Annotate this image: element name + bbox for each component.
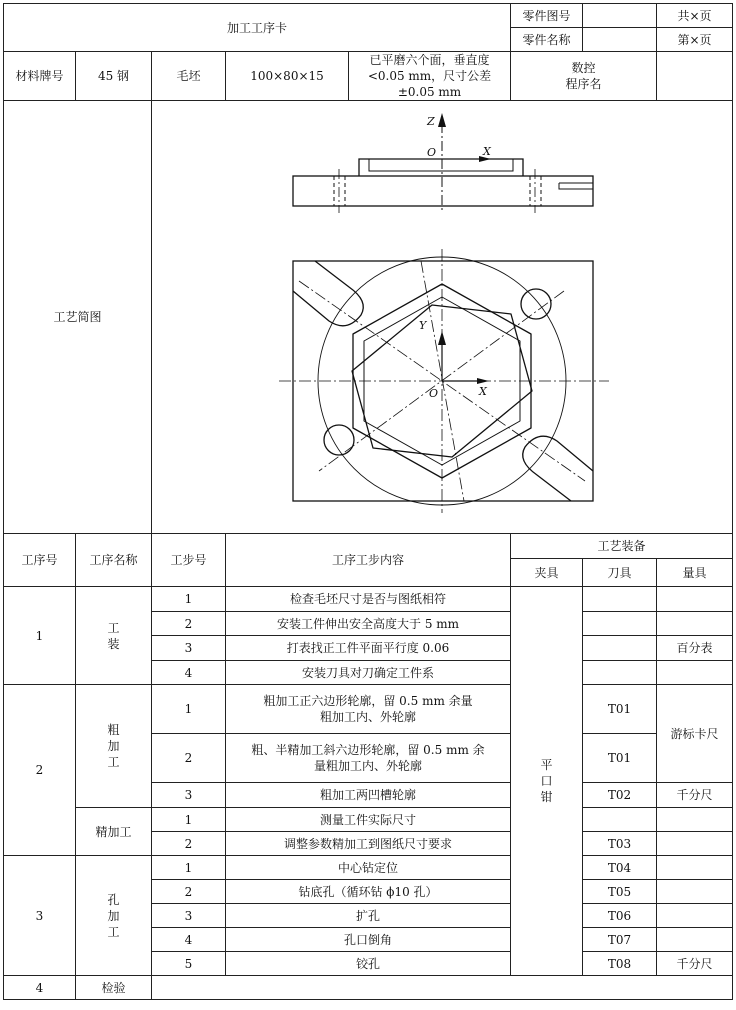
step-number: 4: [152, 661, 226, 685]
step-number: 1: [152, 856, 226, 880]
col-gauge: 量具: [657, 559, 733, 587]
step-number: 3: [152, 783, 226, 808]
gauge-value: [657, 808, 733, 832]
col-equipment: 工艺装备: [511, 534, 733, 559]
step-content: 检查毛坯尺寸是否与图纸相符: [226, 587, 511, 612]
blank-size: 100×80×15: [226, 52, 349, 101]
table-row: [4, 685, 733, 734]
gauge-value: 百分表: [657, 636, 733, 661]
front-view-hidden-lines: [334, 176, 541, 206]
op-name: 工 装: [76, 587, 152, 685]
front-view-step: [369, 159, 513, 171]
tool-value: T01: [583, 734, 657, 783]
process-sketch: [152, 101, 733, 534]
tool-value: [583, 808, 657, 832]
tool-value: T05: [583, 880, 657, 904]
slot-bottom-right: [523, 436, 593, 501]
top-y-label: Y: [419, 319, 427, 332]
sketch-label: 工艺简图: [4, 101, 152, 534]
gauge-value: 游标卡尺: [657, 685, 733, 783]
front-view-boss: [359, 159, 523, 176]
gauge-value: 千分尺: [657, 783, 733, 808]
tool-value: [583, 587, 657, 612]
step-content: 测量工件实际尺寸: [226, 808, 511, 832]
tool-value: T07: [583, 928, 657, 952]
process-card-table: [3, 3, 733, 1000]
op-name: 检验: [76, 976, 152, 1000]
part-number-label: 零件图号: [511, 4, 583, 28]
process-sketch-drawing: [189, 101, 695, 529]
step-number: 3: [152, 636, 226, 661]
x-axis-arrow: [477, 378, 489, 384]
step-number: 1: [152, 808, 226, 832]
tool-value: [583, 636, 657, 661]
step-number: 1: [152, 587, 226, 612]
tool-value: T01: [583, 685, 657, 734]
tool-value: T06: [583, 904, 657, 928]
op-number: 4: [4, 976, 76, 1000]
total-pages: 共×页: [657, 4, 733, 28]
step-content: 安装刀具对刀确定工件系: [226, 661, 511, 685]
nc-program-value: [657, 52, 733, 101]
slot-top-left: [293, 261, 363, 326]
step-content: 粗加工正六边形轮廓，留 0.5 mm 余量 粗加工内、外轮廓: [226, 685, 511, 734]
page-number: 第×页: [657, 28, 733, 52]
tool-value: [583, 612, 657, 636]
step-content: 钻底孔（循环钻 ϕ10 孔）: [226, 880, 511, 904]
front-x-label: X: [483, 145, 491, 158]
step-number: 1: [152, 685, 226, 734]
table-row: [4, 587, 733, 612]
op-name: 粗 加 工: [76, 685, 152, 808]
col-fixture: 夹具: [511, 559, 583, 587]
inspection-blank: [152, 976, 733, 1000]
top-x-label: X: [479, 385, 487, 398]
gauge-value: [657, 904, 733, 928]
nc-program-label: 数控 程序名: [511, 52, 657, 101]
op-name-finishing: 精加工: [76, 808, 152, 856]
step-number: 2: [152, 612, 226, 636]
front-view-base: [293, 176, 593, 206]
front-view: [293, 159, 593, 213]
step-content: 孔口倒角: [226, 928, 511, 952]
step-content: 打表找正工件平面平行度 0.06: [226, 636, 511, 661]
step-number: 2: [152, 734, 226, 783]
fixture-value: 平 口 钳: [511, 587, 583, 976]
op-name: 孔 加 工: [76, 856, 152, 976]
col-tool: 刀具: [583, 559, 657, 587]
step-number: 5: [152, 952, 226, 976]
tool-value: [583, 661, 657, 685]
gauge-value: 千分尺: [657, 952, 733, 976]
z-axis-arrow: [438, 113, 446, 127]
part-name-label: 零件名称: [511, 28, 583, 52]
front-origin-label: O: [427, 146, 437, 159]
op-number: 2: [4, 685, 76, 856]
step-number: 2: [152, 832, 226, 856]
tool-value: T08: [583, 952, 657, 976]
card-title: 加工工序卡: [4, 4, 511, 52]
gauge-value: [657, 928, 733, 952]
table-row: [4, 808, 733, 832]
col-op-name: 工序名称: [76, 534, 152, 587]
col-content: 工序工步内容: [226, 534, 511, 587]
y-axis-arrow: [438, 331, 446, 345]
col-op-no: 工序号: [4, 534, 76, 587]
step-number: 2: [152, 880, 226, 904]
gauge-value: [657, 587, 733, 612]
gauge-value: [657, 832, 733, 856]
step-content: 粗加工两凹槽轮廓: [226, 783, 511, 808]
gauge-value: [657, 661, 733, 685]
part-number-value: [583, 4, 657, 28]
table-row: [4, 856, 733, 880]
material-grade-label: 材料牌号: [4, 52, 76, 101]
gauge-value: [657, 612, 733, 636]
part-name-value: [583, 28, 657, 52]
gauge-value: [657, 880, 733, 904]
op-number: 1: [4, 587, 76, 685]
step-content: 中心钻定位: [226, 856, 511, 880]
step-number: 3: [152, 904, 226, 928]
step-number: 4: [152, 928, 226, 952]
tool-value: T03: [583, 832, 657, 856]
gauge-value: [657, 856, 733, 880]
tool-value: T02: [583, 783, 657, 808]
front-z-label: Z: [427, 115, 435, 128]
process-card: [3, 3, 733, 1007]
step-content: 粗、半精加工斜六边形轮廓，留 0.5 mm 余 量粗加工内、外轮廓: [226, 734, 511, 783]
front-view-slot: [559, 183, 593, 189]
top-origin-label: O: [429, 387, 439, 400]
blank-label: 毛坯: [152, 52, 226, 101]
table-row: [4, 976, 733, 1000]
step-content: 扩孔: [226, 904, 511, 928]
tool-value: T04: [583, 856, 657, 880]
blank-note: 已平磨六个面，垂直度 <0.05 mm，尺寸公差±0.05 mm: [349, 52, 511, 101]
step-content: 调整参数精加工到图纸尺寸要求: [226, 832, 511, 856]
step-content: 安装工件伸出安全高度大于 5 mm: [226, 612, 511, 636]
step-content: 铰孔: [226, 952, 511, 976]
col-step-no: 工步号: [152, 534, 226, 587]
op-number: 3: [4, 856, 76, 976]
material-grade: 45 钢: [76, 52, 152, 101]
